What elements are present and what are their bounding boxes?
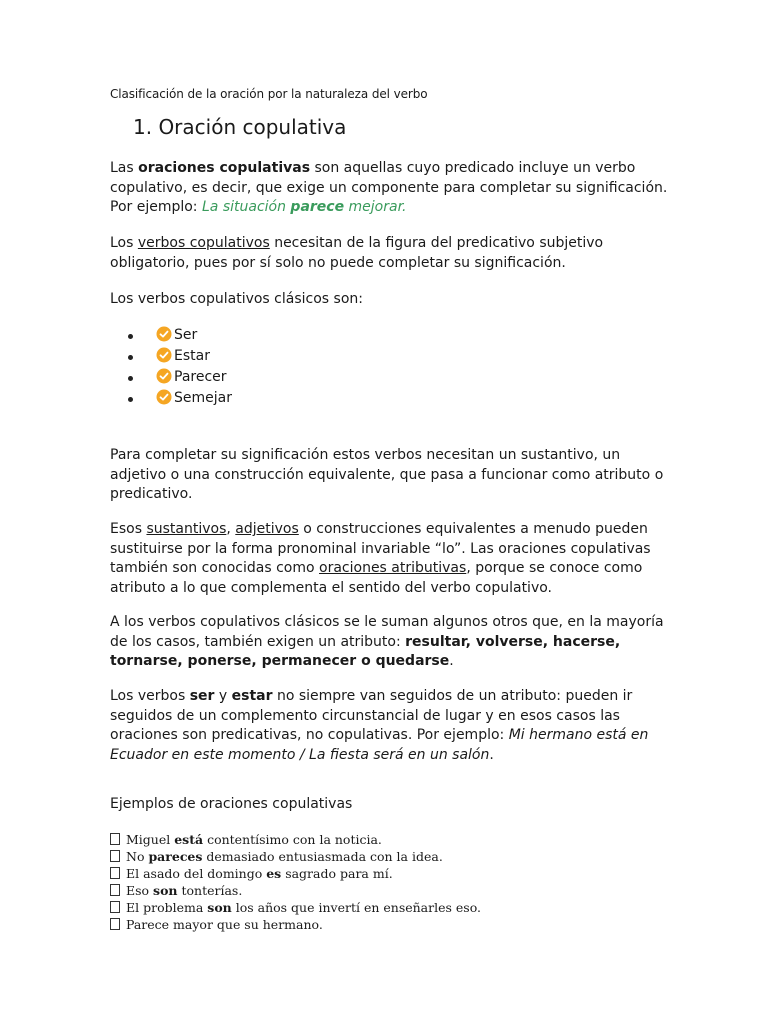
term-oraciones-copulativas: oraciones copulativas	[138, 160, 311, 176]
verb-list	[128, 325, 232, 409]
example-inline: La situación parece mejorar.	[201, 199, 407, 215]
bullet-dot	[128, 355, 133, 360]
verb-list-item	[128, 367, 232, 388]
examples-title: Ejemplos de oraciones copulativas	[110, 796, 353, 812]
section-heading: 1. Oración copulativa	[133, 115, 347, 139]
paragraph-ser-estar: Los verbos ser y estar no siempre van seguidos de un atributo: pueden ir seguidos de un complemento circunstancial de lugar y en esos casos las oraciones son predicativas, no copulativas. Por ejemplo: Mi hermano está en Ecuador en este momento / La fiesta será en un salón.	[110, 688, 649, 763]
document-title: Clasificación de la oración por la naturaleza del verbo	[110, 87, 428, 101]
example-verb: pareces	[148, 849, 203, 864]
check-circle-icon	[156, 389, 172, 405]
paragraph-clasicos: Los verbos copulativos clásicos son:	[110, 291, 363, 307]
checkbox-glyph-icon	[110, 918, 120, 930]
bullet-dot	[128, 376, 133, 381]
checkbox-glyph-icon	[110, 833, 120, 845]
link-adjetivos[interactable]: adjetivos	[235, 521, 299, 537]
verb-label: Parecer	[174, 369, 227, 385]
example-item: El problema son los años que invertí en enseñarles eso.	[110, 899, 481, 916]
paragraph-significacion: Para completar su significación estos verbos necesitan un sustantivo, un adjetivo o una construcción equivalente, que pasa a funcionar como atributo o predicativo.	[110, 447, 664, 502]
link-oraciones-atributivas[interactable]: oraciones atributivas	[319, 560, 467, 576]
paragraph-otros-verbos: A los verbos copulativos clásicos se le suman algunos otros que, en la mayoría de los casos, también exigen un atributo: resultar, volverse, hacerse, tornarse, ponerse, permanecer o quedarse.	[110, 614, 664, 669]
example-verb: está	[174, 832, 204, 847]
example-item: Eso son tonterías.	[110, 882, 481, 899]
example-item: No pareces demasiado entusiasmada con la idea.	[110, 848, 481, 865]
checkbox-glyph-icon	[110, 850, 120, 862]
example-italic: Mi hermano está en Ecuador en este momento / La fiesta será en un salón	[110, 727, 649, 763]
check-circle-icon	[156, 326, 172, 342]
verb-list-bold: resultar, volverse, hacerse, tornarse, ponerse, permanecer o quedarse	[110, 633, 621, 669]
paragraph-definition: Las oraciones copulativas son aquellas cuyo predicado incluye un verbo copulativo, es decir, que exige un componente para completar su significación. Por ejemplo: La situación parece mejorar.	[110, 160, 668, 215]
verb-list-item	[128, 346, 232, 367]
verb-label: Semejar	[174, 390, 232, 406]
example-item: Miguel está contentísimo con la noticia.	[110, 831, 481, 848]
check-circle-icon	[156, 368, 172, 384]
examples-list	[110, 831, 481, 933]
verb-label: Ser	[174, 327, 198, 343]
link-verbos-copulativos[interactable]: verbos copulativos	[137, 235, 270, 251]
example-verb: son	[207, 900, 232, 915]
link-sustantivos[interactable]: sustantivos	[146, 521, 227, 537]
bullet-dot	[128, 334, 133, 339]
checkbox-glyph-icon	[110, 867, 120, 879]
verb-list-item	[128, 325, 232, 346]
example-verb: es	[266, 866, 282, 881]
example-item: El asado del domingo es sagrado para mí.	[110, 865, 481, 882]
checkbox-glyph-icon	[110, 901, 120, 913]
paragraph-verbos-copulativos: Los verbos copulativos necesitan de la figura del predicativo subjetivo obligatorio, pues por sí solo no puede completar su significación.	[110, 235, 604, 271]
example-item: Parece mayor que su hermano.	[110, 916, 481, 933]
check-circle-icon	[156, 347, 172, 363]
verb-list-item	[128, 388, 232, 409]
example-verb: son	[153, 883, 178, 898]
paragraph-sustantivos: Esos sustantivos, adjetivos o construcciones equivalentes a menudo pueden sustituirse por la forma pronominal invariable “lo”. Las oraciones copulativas también son conocidas como oraciones atributivas, porque se conoce como atributo a lo que complementa el sentido del verbo copulativo.	[110, 521, 651, 596]
verb-label: Estar	[174, 348, 210, 364]
bullet-dot	[128, 397, 133, 402]
checkbox-glyph-icon	[110, 884, 120, 896]
